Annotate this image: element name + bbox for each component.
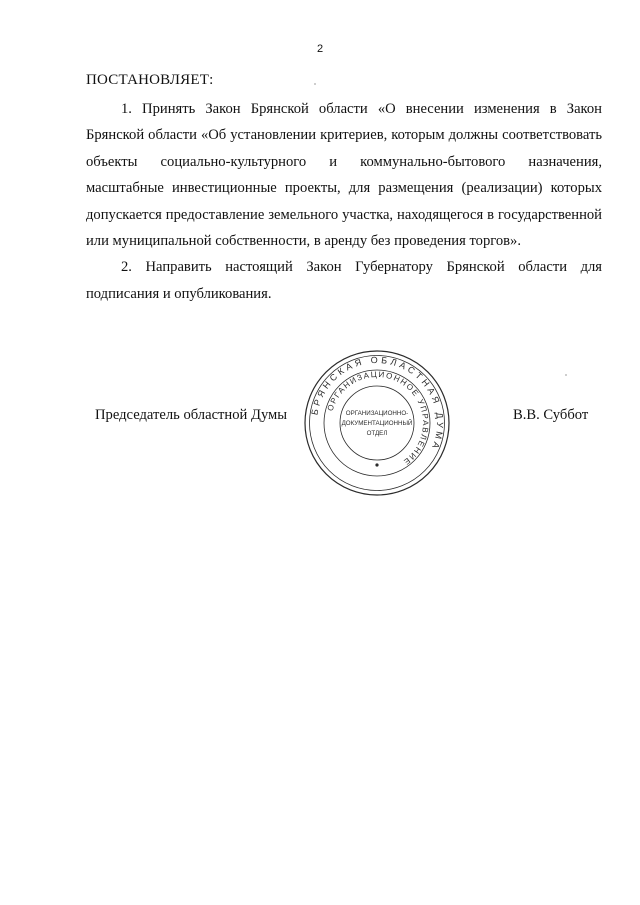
seal-inner-text: ОРГАНИЗАЦИОННОЕ УПРАВЛЕНИЕ [325, 369, 431, 468]
signatory-position: Председатель областной Думы [95, 407, 288, 423]
signatory-name: В.В. Суббот [513, 407, 589, 423]
official-seal [302, 348, 452, 498]
seal-center-text [342, 410, 413, 437]
scan-speck [565, 374, 567, 376]
seal-outer-text: БРЯНСКАЯ ОБЛАСТНАЯ ДУМА [309, 354, 446, 453]
document-body [86, 96, 602, 307]
paragraph-2: 2. Направить настоящий Закон Губернатору Брянской области для подписания и опубликования. [86, 259, 602, 302]
scan-speck [314, 83, 316, 85]
svg-text:ДОКУМЕНТАЦИОННЫЙ: ДОКУМЕНТАЦИОННЫЙ [341, 420, 413, 427]
page-number: 2 [316, 43, 324, 55]
svg-text:ОРГАНИЗАЦИОННО-: ОРГАНИЗАЦИОННО- [345, 410, 409, 417]
svg-text:ОТДЕЛ: ОТДЕЛ [366, 430, 388, 437]
seal-dot [375, 463, 378, 466]
decree-heading: ПОСТАНОВЛЯЕТ: [86, 72, 214, 88]
paragraph-1: 1. Принять Закон Брянской области «О внесении изменения в Закон Брянской области «Об установлении критериев, которым должны соответствовать объекты социально-культурного и коммунально-бытового назначения, масштабные инвестиционные проекты, для размещения (реализации) которых допускается предоставление земельного участка, находящегося в государственной или муниципальной собственности, в аренду без проведения торгов». [86, 101, 602, 250]
